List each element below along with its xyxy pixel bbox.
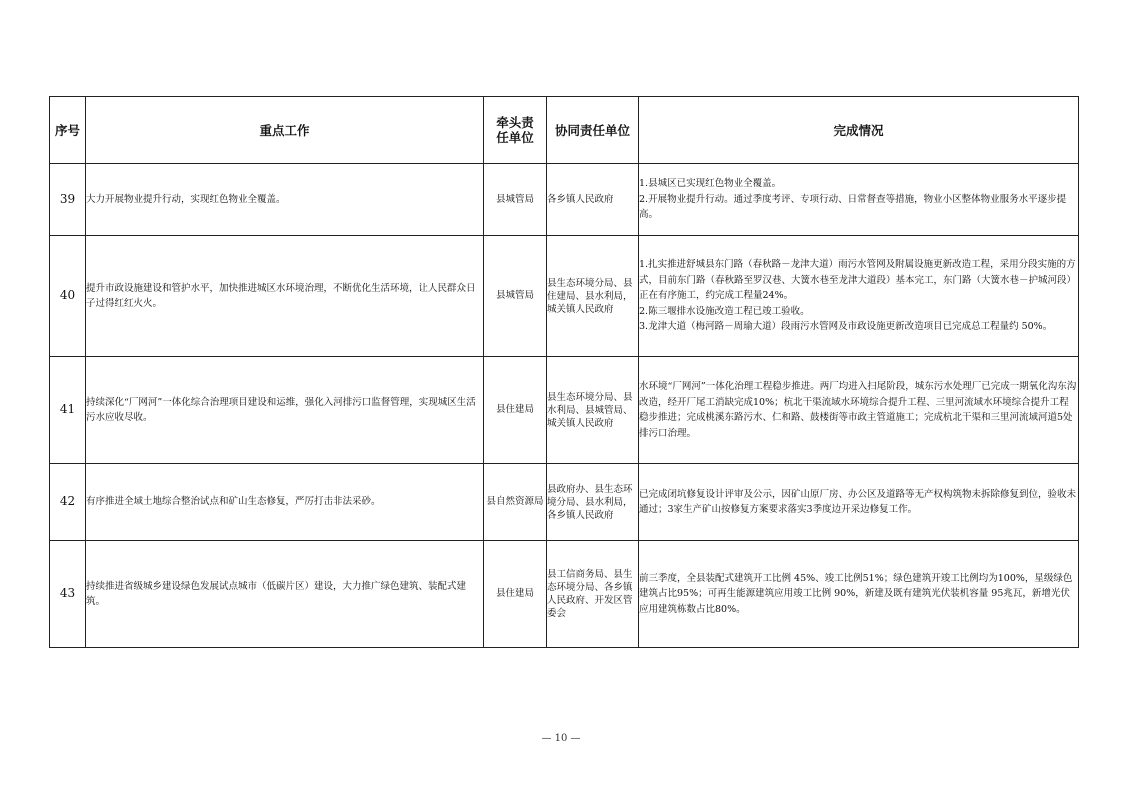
- cell-coop-unit: 县政府办、县生态环境分局、县水利局，各乡镇人民政府: [547, 464, 639, 541]
- cell-lead-unit: 县住建局: [484, 541, 547, 648]
- cell-index: 40: [50, 236, 86, 357]
- cell-status: [639, 357, 1079, 464]
- status-line: 2.开展物业提升行动。通过季度考评、专项行动、日常督查等措施，物业小区整体物业服务水平逐步提高。: [639, 193, 1067, 221]
- cell-index: 39: [50, 164, 86, 236]
- cell-lead-unit: 县自然资源局: [484, 464, 547, 541]
- table-row: [50, 541, 1079, 648]
- cell-index: 41: [50, 357, 86, 464]
- header-index: 序号: [50, 97, 86, 164]
- cell-lead-unit: 县城管局: [484, 164, 547, 236]
- cell-lead-unit: 县住建局: [484, 357, 547, 464]
- cell-status: [639, 541, 1079, 648]
- header-lead-unit: 牵头责任单位: [484, 97, 547, 164]
- table-row: [50, 357, 1079, 464]
- table-body: [50, 164, 1079, 648]
- cell-index: 42: [50, 464, 86, 541]
- status-line: 1.扎实推进舒城县东门路（春秋路－龙津大道）雨污水管网及附属设施更新改造工程，采用分段实施的方式，目前东门路（春秋路至罗汉巷、大簧水巷至龙津大道段）基本完工，东门路（大簧水巷－护城河段）正在有序施工，约完成工程量24%。: [639, 259, 1077, 302]
- table-row: [50, 464, 1079, 541]
- cell-key-task: 大力开展物业提升行动，实现红色物业全覆盖。: [86, 164, 484, 236]
- status-line: 1.县城区已实现红色物业全覆盖。: [639, 178, 782, 190]
- status-line: 前三季度，全县装配式建筑开工比例 45%、竣工比例51%；绿色建筑开竣工比例均为100%，星级绿色建筑占比95%；可再生能源建筑应用竣工比例 90%，新建及既有建筑光伏装机容量 95兆瓦，新增光伏应用建筑栋数占比80%。: [639, 572, 1073, 615]
- cell-coop-unit: 各乡镇人民政府: [547, 164, 639, 236]
- status-line: 2.陈三堰排水设施改造工程已竣工验收。: [639, 305, 810, 317]
- cell-coop-unit: 县工信商务局、县生态环境分局、各乡镇人民政府、开发区管委会: [547, 541, 639, 648]
- cell-lead-unit: 县城管局: [484, 236, 547, 357]
- cell-key-task: 提升市政设施建设和管护水平，加快推进城区水环境治理，不断优化生活环境，让人民群众日子过得红红火火。: [86, 236, 484, 357]
- cell-coop-unit: 县生态环境分局、县水利局、县城管局、城关镇人民政府: [547, 357, 639, 464]
- work-table: [49, 96, 1079, 648]
- status-line: 已完成闭坑修复设计评审及公示，因矿山原厂房、办公区及道路等无产权构筑物未拆除修复到位，验收未通过；3家生产矿山按修复方案要求落实3季度边开采边修复工作。: [639, 488, 1077, 515]
- header-key-task: 重点工作: [86, 97, 484, 164]
- cell-key-task: 持续深化“厂网河”一体化综合治理项目建设和运维，强化入河排污口监督管理，实现城区生活污水应收尽收。: [86, 357, 484, 464]
- cell-key-task: 持续推进省级城乡建设绿色发展试点城市（低碳片区）建设，大力推广绿色建筑、装配式建筑。: [86, 541, 484, 648]
- header-coop-unit: 协同责任单位: [547, 97, 639, 164]
- table-row: [50, 164, 1079, 236]
- page-number: — 10 —: [541, 733, 581, 744]
- table-row: [50, 236, 1079, 357]
- cell-status: [639, 164, 1079, 236]
- status-line: 3.龙津大道（梅河路－周瑜大道）段雨污水管网及市政设施更新改造项目已完成总工程量约 50%。: [639, 321, 1053, 333]
- status-line: 水环境“厂网河”一体化治理工程稳步推进。两厂均进入扫尾阶段，城东污水处理厂已完成一期氧化沟东沟改造，经开厂尾工消缺完成10%；杭北干渠流域水环境综合提升工程、三里河流域水环境综合提升工程稳步推进；完成桃溪东路污水、仁和路、鼓楼街等市政主管道施工；完成杭北干渠和三里河流域河道5处排污口治理。: [639, 381, 1077, 439]
- cell-status: [639, 236, 1079, 357]
- table-header-row: [50, 97, 1079, 164]
- cell-status: [639, 464, 1079, 541]
- header-status: 完成情况: [639, 97, 1079, 164]
- cell-coop-unit: 县生态环境分局、县住建局、县水利局，城关镇人民政府: [547, 236, 639, 357]
- cell-key-task: 有序推进全域土地综合整治试点和矿山生态修复，严厉打击非法采砂。: [86, 464, 484, 541]
- cell-index: 43: [50, 541, 86, 648]
